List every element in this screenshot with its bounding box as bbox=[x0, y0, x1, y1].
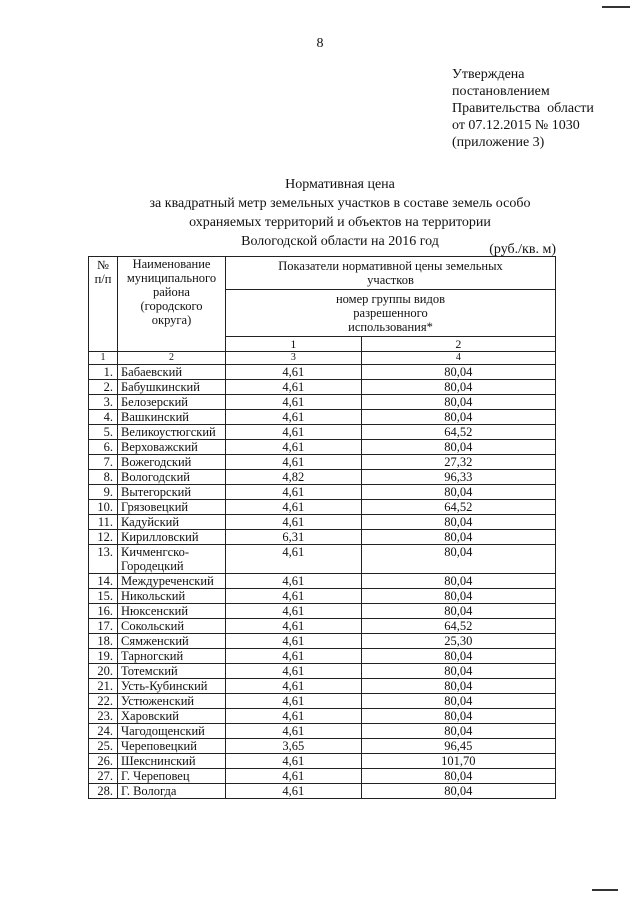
value-group-1: 4,61 bbox=[226, 679, 362, 694]
units-label: (руб./кв. м) bbox=[489, 242, 556, 257]
value-group-2: 80,04 bbox=[361, 784, 555, 799]
district-name: Вожегодский bbox=[118, 455, 226, 470]
table-row bbox=[89, 619, 556, 634]
row-number: 4. bbox=[89, 410, 118, 425]
row-number: 21. bbox=[89, 679, 118, 694]
value-group-2: 80,04 bbox=[361, 649, 555, 664]
table-body bbox=[89, 365, 556, 799]
row-number: 8. bbox=[89, 470, 118, 485]
value-group-2: 80,04 bbox=[361, 395, 555, 410]
column-number: 1 bbox=[89, 352, 118, 365]
value-group-1: 4,61 bbox=[226, 500, 362, 515]
district-name: Чагодощенский bbox=[118, 724, 226, 739]
column-number: 3 bbox=[226, 352, 362, 365]
row-number: 19. bbox=[89, 649, 118, 664]
district-name: Г. Вологда bbox=[118, 784, 226, 799]
table-row bbox=[89, 380, 556, 395]
row-number: 26. bbox=[89, 754, 118, 769]
row-number: 1. bbox=[89, 365, 118, 380]
value-group-2: 64,52 bbox=[361, 500, 555, 515]
district-name: Нюксенский bbox=[118, 604, 226, 619]
scan-mark-bottom bbox=[592, 889, 618, 891]
district-name: Сямженский bbox=[118, 634, 226, 649]
value-group-1: 3,65 bbox=[226, 739, 362, 754]
table-row bbox=[89, 470, 556, 485]
value-group-2: 64,52 bbox=[361, 425, 555, 440]
column-number: 2 bbox=[118, 352, 226, 365]
value-group-1: 4,61 bbox=[226, 574, 362, 589]
row-number: 9. bbox=[89, 485, 118, 500]
value-group-1: 4,61 bbox=[226, 664, 362, 679]
row-number: 16. bbox=[89, 604, 118, 619]
header-name: Наименование муниципального района (городского округа) bbox=[118, 257, 226, 352]
value-group-2: 80,04 bbox=[361, 545, 555, 574]
district-name: Бабушкинский bbox=[118, 380, 226, 395]
value-group-2: 80,04 bbox=[361, 724, 555, 739]
value-group-1: 4,61 bbox=[226, 589, 362, 604]
table-row bbox=[89, 664, 556, 679]
value-group-1: 4,61 bbox=[226, 754, 362, 769]
value-group-1: 4,61 bbox=[226, 410, 362, 425]
value-group-1: 4,61 bbox=[226, 709, 362, 724]
table-row bbox=[89, 754, 556, 769]
table-row bbox=[89, 724, 556, 739]
title-line: Вологодской области на 2016 год bbox=[241, 234, 439, 249]
table-row bbox=[89, 545, 556, 574]
district-name: Усть-Кубинский bbox=[118, 679, 226, 694]
district-name: Междуреченский bbox=[118, 574, 226, 589]
row-number: 24. bbox=[89, 724, 118, 739]
value-group-2: 80,04 bbox=[361, 694, 555, 709]
district-name: Вытегорский bbox=[118, 485, 226, 500]
value-group-2: 27,32 bbox=[361, 455, 555, 470]
approval-line: (приложение 3) bbox=[452, 135, 545, 150]
approval-block bbox=[452, 66, 594, 151]
table-row bbox=[89, 515, 556, 530]
value-group-1: 4,61 bbox=[226, 604, 362, 619]
value-group-1: 4,61 bbox=[226, 395, 362, 410]
row-number: 15. bbox=[89, 589, 118, 604]
table-row bbox=[89, 425, 556, 440]
table-row bbox=[89, 365, 556, 380]
scan-mark-top bbox=[602, 0, 630, 8]
value-group-2: 80,04 bbox=[361, 709, 555, 724]
value-group-1: 4,61 bbox=[226, 515, 362, 530]
title-line: Нормативная цена bbox=[285, 177, 395, 192]
document-title bbox=[120, 175, 560, 251]
header-group: номер группы видов разрешенного использования* bbox=[226, 290, 556, 337]
value-group-1: 4,61 bbox=[226, 619, 362, 634]
value-group-2: 80,04 bbox=[361, 485, 555, 500]
row-number: 6. bbox=[89, 440, 118, 455]
district-name: Великоустюгский bbox=[118, 425, 226, 440]
district-name: Кадуйский bbox=[118, 515, 226, 530]
value-group-1: 4,61 bbox=[226, 784, 362, 799]
row-number: 11. bbox=[89, 515, 118, 530]
row-number: 2. bbox=[89, 380, 118, 395]
approval-line: постановлением bbox=[452, 84, 550, 99]
value-group-2: 80,04 bbox=[361, 440, 555, 455]
price-table bbox=[88, 256, 556, 799]
column-number: 4 bbox=[361, 352, 555, 365]
value-group-1: 4,61 bbox=[226, 545, 362, 574]
value-group-2: 80,04 bbox=[361, 589, 555, 604]
value-group-1: 4,61 bbox=[226, 649, 362, 664]
value-group-1: 4,61 bbox=[226, 380, 362, 395]
row-number: 23. bbox=[89, 709, 118, 724]
row-number: 25. bbox=[89, 739, 118, 754]
table-row bbox=[89, 694, 556, 709]
value-group-1: 4,61 bbox=[226, 425, 362, 440]
value-group-1: 4,61 bbox=[226, 724, 362, 739]
table-row bbox=[89, 604, 556, 619]
value-group-2: 80,04 bbox=[361, 664, 555, 679]
row-number: 7. bbox=[89, 455, 118, 470]
row-number: 22. bbox=[89, 694, 118, 709]
value-group-2: 80,04 bbox=[361, 530, 555, 545]
value-group-1: 4,61 bbox=[226, 485, 362, 500]
district-name: Тотемский bbox=[118, 664, 226, 679]
value-group-1: 4,61 bbox=[226, 769, 362, 784]
district-name: Череповецкий bbox=[118, 739, 226, 754]
column-numbers-row bbox=[89, 352, 556, 365]
row-number: 5. bbox=[89, 425, 118, 440]
row-number: 13. bbox=[89, 545, 118, 574]
table-row bbox=[89, 634, 556, 649]
row-number: 17. bbox=[89, 619, 118, 634]
approval-line: Правительства области bbox=[452, 101, 594, 116]
table-row bbox=[89, 739, 556, 754]
district-name: Г. Череповец bbox=[118, 769, 226, 784]
row-number: 10. bbox=[89, 500, 118, 515]
value-group-1: 4,61 bbox=[226, 365, 362, 380]
approval-line: Утверждена bbox=[452, 67, 525, 82]
table-row bbox=[89, 709, 556, 724]
approval-line: от 07.12.2015 № 1030 bbox=[452, 118, 580, 133]
value-group-2: 64,52 bbox=[361, 619, 555, 634]
district-name: Устюженский bbox=[118, 694, 226, 709]
district-name: Верховажский bbox=[118, 440, 226, 455]
header-indicators: Показатели нормативной цены земельных участков bbox=[226, 257, 556, 290]
header-group-2: 2 bbox=[361, 337, 555, 352]
value-group-2: 25,30 bbox=[361, 634, 555, 649]
district-name: Бабаевский bbox=[118, 365, 226, 380]
value-group-2: 80,04 bbox=[361, 679, 555, 694]
value-group-2: 80,04 bbox=[361, 515, 555, 530]
value-group-2: 96,45 bbox=[361, 739, 555, 754]
row-number: 18. bbox=[89, 634, 118, 649]
row-number: 3. bbox=[89, 395, 118, 410]
page-number: 8 bbox=[316, 36, 324, 51]
value-group-2: 96,33 bbox=[361, 470, 555, 485]
value-group-2: 80,04 bbox=[361, 574, 555, 589]
table-row bbox=[89, 530, 556, 545]
row-number: 20. bbox=[89, 664, 118, 679]
district-name: Шекснинский bbox=[118, 754, 226, 769]
district-name: Белозерский bbox=[118, 395, 226, 410]
value-group-2: 80,04 bbox=[361, 769, 555, 784]
table-row bbox=[89, 769, 556, 784]
title-line: охраняемых территорий и объектов на территории bbox=[189, 215, 491, 230]
table-row bbox=[89, 440, 556, 455]
value-group-1: 4,61 bbox=[226, 634, 362, 649]
value-group-2: 80,04 bbox=[361, 410, 555, 425]
district-name: Вологодский bbox=[118, 470, 226, 485]
table-row bbox=[89, 589, 556, 604]
row-number: 14. bbox=[89, 574, 118, 589]
value-group-2: 80,04 bbox=[361, 365, 555, 380]
header-group-1: 1 bbox=[226, 337, 362, 352]
value-group-1: 4,61 bbox=[226, 694, 362, 709]
district-name: Кирилловский bbox=[118, 530, 226, 545]
table-row bbox=[89, 574, 556, 589]
value-group-1: 6,31 bbox=[226, 530, 362, 545]
table-row bbox=[89, 410, 556, 425]
table-row bbox=[89, 455, 556, 470]
value-group-1: 4,61 bbox=[226, 455, 362, 470]
district-name: Сокольский bbox=[118, 619, 226, 634]
district-name: Вашкинский bbox=[118, 410, 226, 425]
title-line: за квадратный метр земельных участков в составе земель особо bbox=[149, 196, 531, 211]
district-name: Харовский bbox=[118, 709, 226, 724]
value-group-2: 80,04 bbox=[361, 380, 555, 395]
row-number: 12. bbox=[89, 530, 118, 545]
value-group-1: 4,61 bbox=[226, 440, 362, 455]
row-number: 27. bbox=[89, 769, 118, 784]
district-name: Никольский bbox=[118, 589, 226, 604]
value-group-2: 80,04 bbox=[361, 604, 555, 619]
table-row bbox=[89, 784, 556, 799]
row-number: 28. bbox=[89, 784, 118, 799]
district-name: Грязовецкий bbox=[118, 500, 226, 515]
value-group-1: 4,82 bbox=[226, 470, 362, 485]
district-name: Тарногский bbox=[118, 649, 226, 664]
table-row bbox=[89, 485, 556, 500]
district-name: Кичменгско-Городецкий bbox=[118, 545, 226, 574]
value-group-2: 101,70 bbox=[361, 754, 555, 769]
table-row bbox=[89, 500, 556, 515]
table-row bbox=[89, 395, 556, 410]
header-num: № п/п bbox=[89, 257, 118, 352]
table-row bbox=[89, 679, 556, 694]
table-row bbox=[89, 649, 556, 664]
